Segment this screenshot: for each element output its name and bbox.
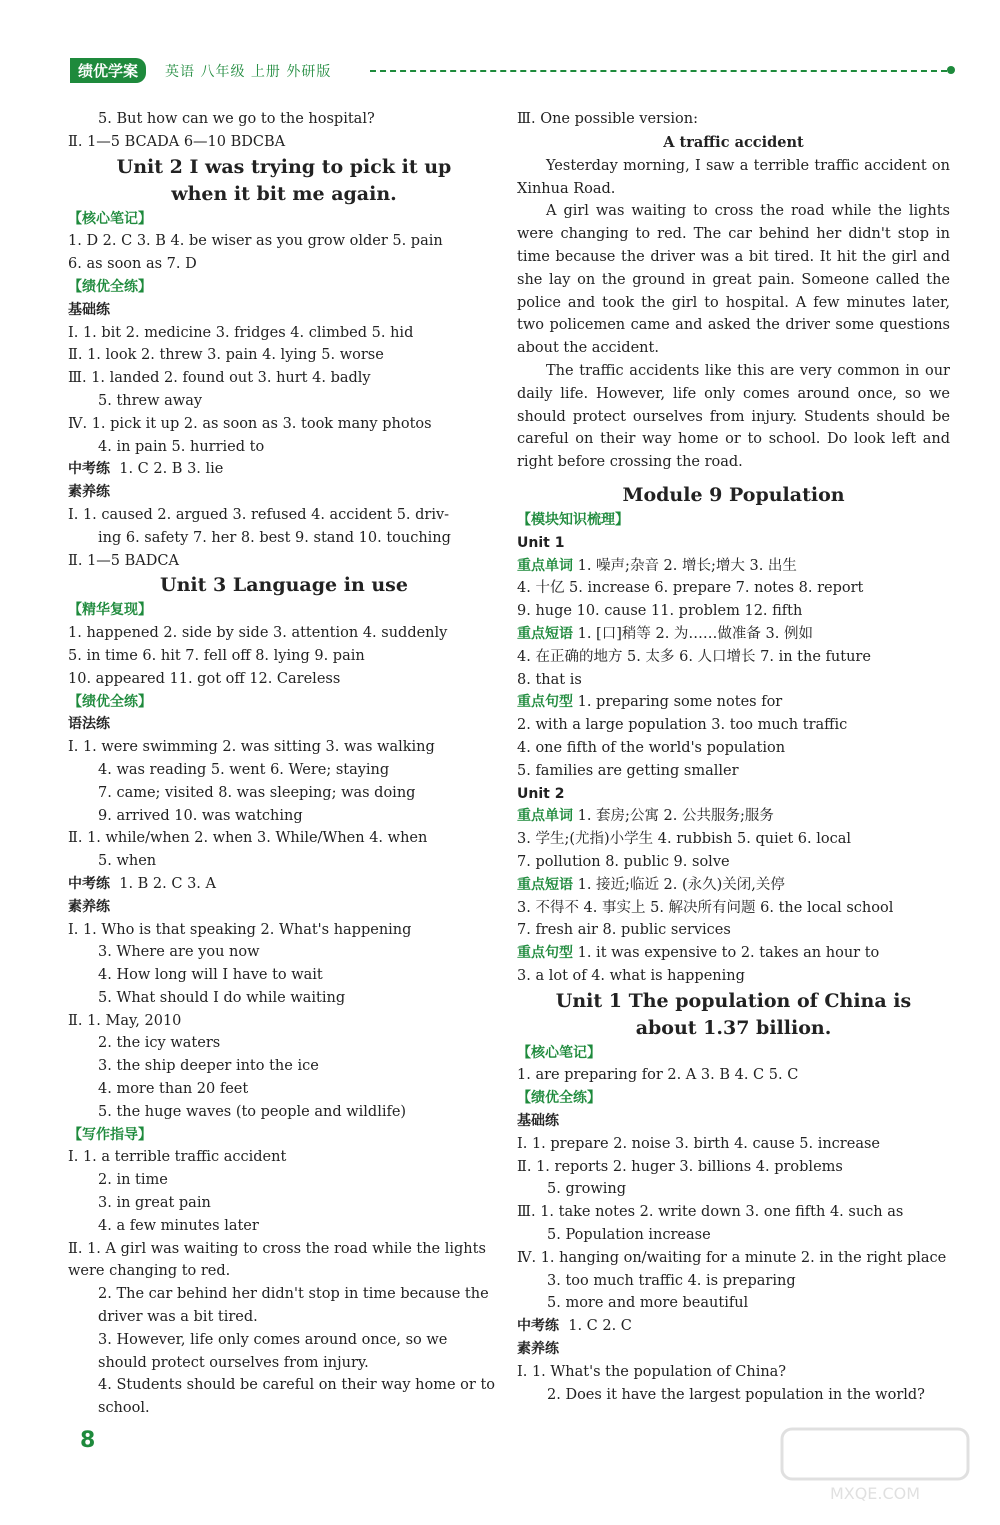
answer-line: 5. growing	[547, 1181, 627, 1198]
answer-line: 3. in great pain	[98, 1195, 211, 1212]
answer-line	[517, 874, 950, 897]
answer-line: 1. are preparing for 2. A 3. B 4. C 5. C	[517, 1067, 799, 1084]
subsection-heading: 语法练	[68, 716, 110, 733]
answer-line: 2. The car behind her didn't stop in time because the driver was a bit tired.	[98, 1286, 489, 1326]
answer-line	[517, 942, 950, 965]
answer-text: 1. preparing some notes for	[573, 694, 783, 711]
answer-line: 5. the huge waves (to people and wildlife)	[98, 1103, 407, 1120]
section-heading: 【核心笔记】	[68, 210, 152, 227]
answer-line	[517, 1315, 950, 1338]
answer-line: 2. the icy waters	[98, 1035, 221, 1052]
answer-line	[517, 555, 950, 578]
subsection-heading: 基础练	[517, 1113, 559, 1130]
essay-paragraph: The traffic accidents like this are very common in our daily life. However, life only comes around once, so we should protect ourselves from injury. Students should be careful on their way home or to school. Do look left and right before crossing the road.	[517, 362, 950, 471]
subsection-heading: 中考练	[517, 1318, 559, 1335]
answer-line: 3. 不得不 4. 事实上 5. 解决所有问题 6. the local school	[517, 899, 894, 916]
answer-line: 4. one fifth of the world's population	[517, 739, 786, 756]
right-column	[517, 108, 950, 1406]
unit-title: Unit 2 I was trying to pick it up	[116, 155, 452, 178]
answer-line: Ⅰ. 1. caused 2. argued 3. refused 4. accident 5. driv-	[68, 506, 450, 523]
section-heading: 【核心笔记】	[517, 1044, 601, 1061]
answer-line: Ⅳ. 1. hanging on/waiting for a minute 2. in the right place	[517, 1249, 947, 1266]
answer-line: 3. too much traffic 4. is preparing	[547, 1272, 796, 1289]
answer-line: Ⅱ. 1—5 BCADA 6—10 BDCBA	[68, 133, 286, 150]
brand-label: 绩优学案	[70, 58, 146, 83]
answer-text: 1. C 2. B 3. lie	[119, 461, 224, 478]
answer-line: 3. a lot of 4. what is happening	[517, 967, 745, 984]
answer-line: 7. came; visited 8. was sleeping; was doing	[98, 784, 416, 801]
answer-line: 3. However, life only comes around once, so we should protect ourselves from injury.	[98, 1331, 448, 1371]
header-dot	[947, 66, 955, 74]
answer-line: Ⅰ. 1. a terrible traffic accident	[68, 1149, 287, 1166]
answer-text: 1. 套房;公寓 2. 公共服务;服务	[573, 808, 774, 825]
answer-line: 4. more than 20 feet	[98, 1081, 249, 1098]
answer-line: 4. in pain 5. hurried to	[98, 438, 265, 455]
answer-line: 2. with a large population 3. too much traffic	[517, 717, 848, 734]
section-heading: 【绩优全练】	[68, 278, 152, 295]
left-column	[68, 108, 500, 1420]
answer-text: 1. [口]稍等 2. 为……做准备 3. 例如	[573, 625, 813, 642]
answer-line: Ⅰ. 1. were swimming 2. was sitting 3. was walking	[68, 739, 435, 756]
unit-label: Unit 1	[517, 534, 565, 551]
key-label: 重点句型	[517, 945, 573, 962]
answer-line: Ⅰ. 1. prepare 2. noise 3. birth 4. cause 5. increase	[517, 1135, 880, 1152]
subsection-heading: 基础练	[68, 301, 110, 318]
subsection-heading: 素养练	[68, 484, 110, 501]
answer-line: 4. Students should be careful on their way home or to school.	[98, 1377, 495, 1417]
section-heading: 【绩优全练】	[68, 693, 152, 710]
section-heading: 【模块知识梳理】	[517, 511, 629, 528]
answer-line: Ⅰ. 1. Who is that speaking 2. What's happening	[68, 921, 412, 938]
page-header	[70, 58, 955, 84]
answer-line: 3. 学生;(尤指)小学生 4. rubbish 5. quiet 6. local	[517, 831, 851, 848]
answer-line: 8. that is	[517, 671, 582, 688]
answer-line: 9. arrived 10. was watching	[98, 807, 303, 824]
answer-line: 4. 在正确的地方 5. 太多 6. 人口增长 7. in the future	[517, 648, 871, 665]
answer-line: 2. Does it have the largest population in the world?	[547, 1386, 925, 1403]
unit-title: when it bit me again.	[171, 182, 397, 205]
answer-line: 1. D 2. C 3. B 4. be wiser as you grow older 5. pain	[68, 233, 443, 250]
answer-line: 10. appeared 11. got off 12. Careless	[68, 670, 341, 687]
answer-line: Ⅲ. 1. take notes 2. write down 3. one fifth 4. such as	[517, 1204, 904, 1221]
key-label: 重点单词	[517, 557, 573, 574]
answer-line: 5. families are getting smaller	[517, 762, 739, 779]
answer-line: 5. Population increase	[547, 1227, 711, 1244]
answer-line: 4. a few minutes later	[98, 1217, 259, 1234]
answer-line: 5. more and more beautiful	[547, 1295, 749, 1312]
answer-line: Ⅳ. 1. pick it up 2. as soon as 3. took many photos	[68, 415, 432, 432]
page-number: 8	[80, 1428, 96, 1453]
answer-line	[517, 805, 950, 828]
answer-line: 3. the ship deeper into the ice	[98, 1058, 319, 1075]
answer-line: 5. What should I do while waiting	[98, 989, 346, 1006]
subsection-heading: 中考练	[68, 461, 110, 478]
answer-line	[68, 873, 500, 896]
key-label: 重点单词	[517, 808, 573, 825]
answer-line	[517, 691, 950, 714]
subsection-heading: 中考练	[68, 875, 110, 892]
answer-line: 7. pollution 8. public 9. solve	[517, 853, 730, 870]
answer-line: 5. when	[98, 853, 157, 870]
answer-text: 1. it was expensive to 2. takes an hour to	[573, 945, 880, 962]
watermark-text: MXQE.COM	[829, 1484, 921, 1503]
subsection-heading: 素养练	[68, 898, 110, 915]
answer-line: 1. happened 2. side by side 3. attention 4. suddenly	[68, 625, 448, 642]
answer-line: 4. 十亿 5. increase 6. prepare 7. notes 8. report	[517, 580, 864, 597]
key-label: 重点短语	[517, 876, 573, 893]
answer-text: 1. 噪声;杂音 2. 增长;增大 3. 出生	[573, 557, 797, 574]
module-title: Module 9 Population	[622, 483, 845, 506]
answer-text: 1. B 2. C 3. A	[119, 875, 216, 892]
answer-line: 3. Where are you now	[98, 944, 260, 961]
answer-line: ing 6. safety 7. her 8. best 9. stand 10. touching	[98, 529, 451, 546]
answer-line: 9. huge 10. cause 11. problem 12. fifth	[517, 603, 803, 620]
answer-line: 5. in time 6. hit 7. fell off 8. lying 9. pain	[68, 647, 365, 664]
watermark-logo	[780, 1427, 970, 1507]
answer-line: 7. fresh air 8. public services	[517, 922, 731, 939]
answer-line: 2. in time	[98, 1172, 168, 1189]
answer-line: 6. as soon as 7. D	[68, 256, 197, 273]
answer-line: Ⅱ. 1. A girl was waiting to cross the road while the lights were changing to red.	[68, 1240, 486, 1280]
answer-line: 4. How long will I have to wait	[98, 967, 323, 984]
section-heading: 【精华复现】	[68, 602, 152, 619]
answer-line: Ⅰ. 1. bit 2. medicine 3. fridges 4. climbed 5. hid	[68, 324, 414, 341]
unit-title: about 1.37 billion.	[635, 1016, 832, 1039]
answer-line: Ⅱ. 1. look 2. threw 3. pain 4. lying 5. worse	[68, 347, 384, 364]
answer-line: Ⅱ. 1. while/when 2. when 3. While/When 4. when	[68, 830, 428, 847]
answer-line: Ⅲ. One possible version:	[517, 111, 698, 127]
unit-label: Unit 2	[517, 785, 565, 802]
answer-line: Ⅱ. 1. May, 2010	[68, 1012, 182, 1029]
answer-line	[68, 458, 500, 481]
answer-text: 1. C 2. C	[568, 1318, 632, 1335]
answer-text: 1. 接近;临近 2. (永久)关闭,关停	[573, 876, 785, 893]
essay-paragraph: A girl was waiting to cross the road while the lights were changing to red. The car behind her didn't stop in time because the driver was a bit tired. It hit the girl and she lay on the ground in great pain. Someone called the police and took the girl to hospital. A few minutes later, two policemen came and asked the driver some questions about the accident.	[517, 203, 950, 357]
unit-title: Unit 1 The population of China is	[555, 989, 912, 1012]
key-label: 重点短语	[517, 625, 573, 642]
book-subtitle: 英语 八年级 上册 外研版	[165, 64, 332, 80]
answer-line: Ⅱ. 1—5 BADCA	[68, 552, 179, 569]
answer-line: 4. was reading 5. went 6. Were; staying	[98, 761, 390, 778]
answer-line: 5. threw away	[98, 392, 203, 409]
answer-line: Ⅰ. 1. What's the population of China?	[517, 1363, 787, 1380]
answer-line: Ⅲ. 1. landed 2. found out 3. hurt 4. badly	[68, 370, 371, 387]
key-label: 重点句型	[517, 694, 573, 711]
essay-title: A traffic accident	[663, 133, 804, 151]
section-heading: 【绩优全练】	[517, 1090, 601, 1107]
section-heading: 【写作指导】	[68, 1126, 152, 1143]
subsection-heading: 素养练	[517, 1341, 559, 1358]
header-divider	[370, 70, 947, 72]
unit-title: Unit 3 Language in use	[160, 574, 408, 597]
answer-line: 5. But how can we go to the hospital?	[98, 111, 375, 127]
essay-paragraph: Yesterday morning, I saw a terrible traffic accident on Xinhua Road.	[517, 157, 950, 197]
answer-line: Ⅱ. 1. reports 2. huger 3. billions 4. problems	[517, 1158, 843, 1175]
answer-line	[517, 623, 950, 646]
